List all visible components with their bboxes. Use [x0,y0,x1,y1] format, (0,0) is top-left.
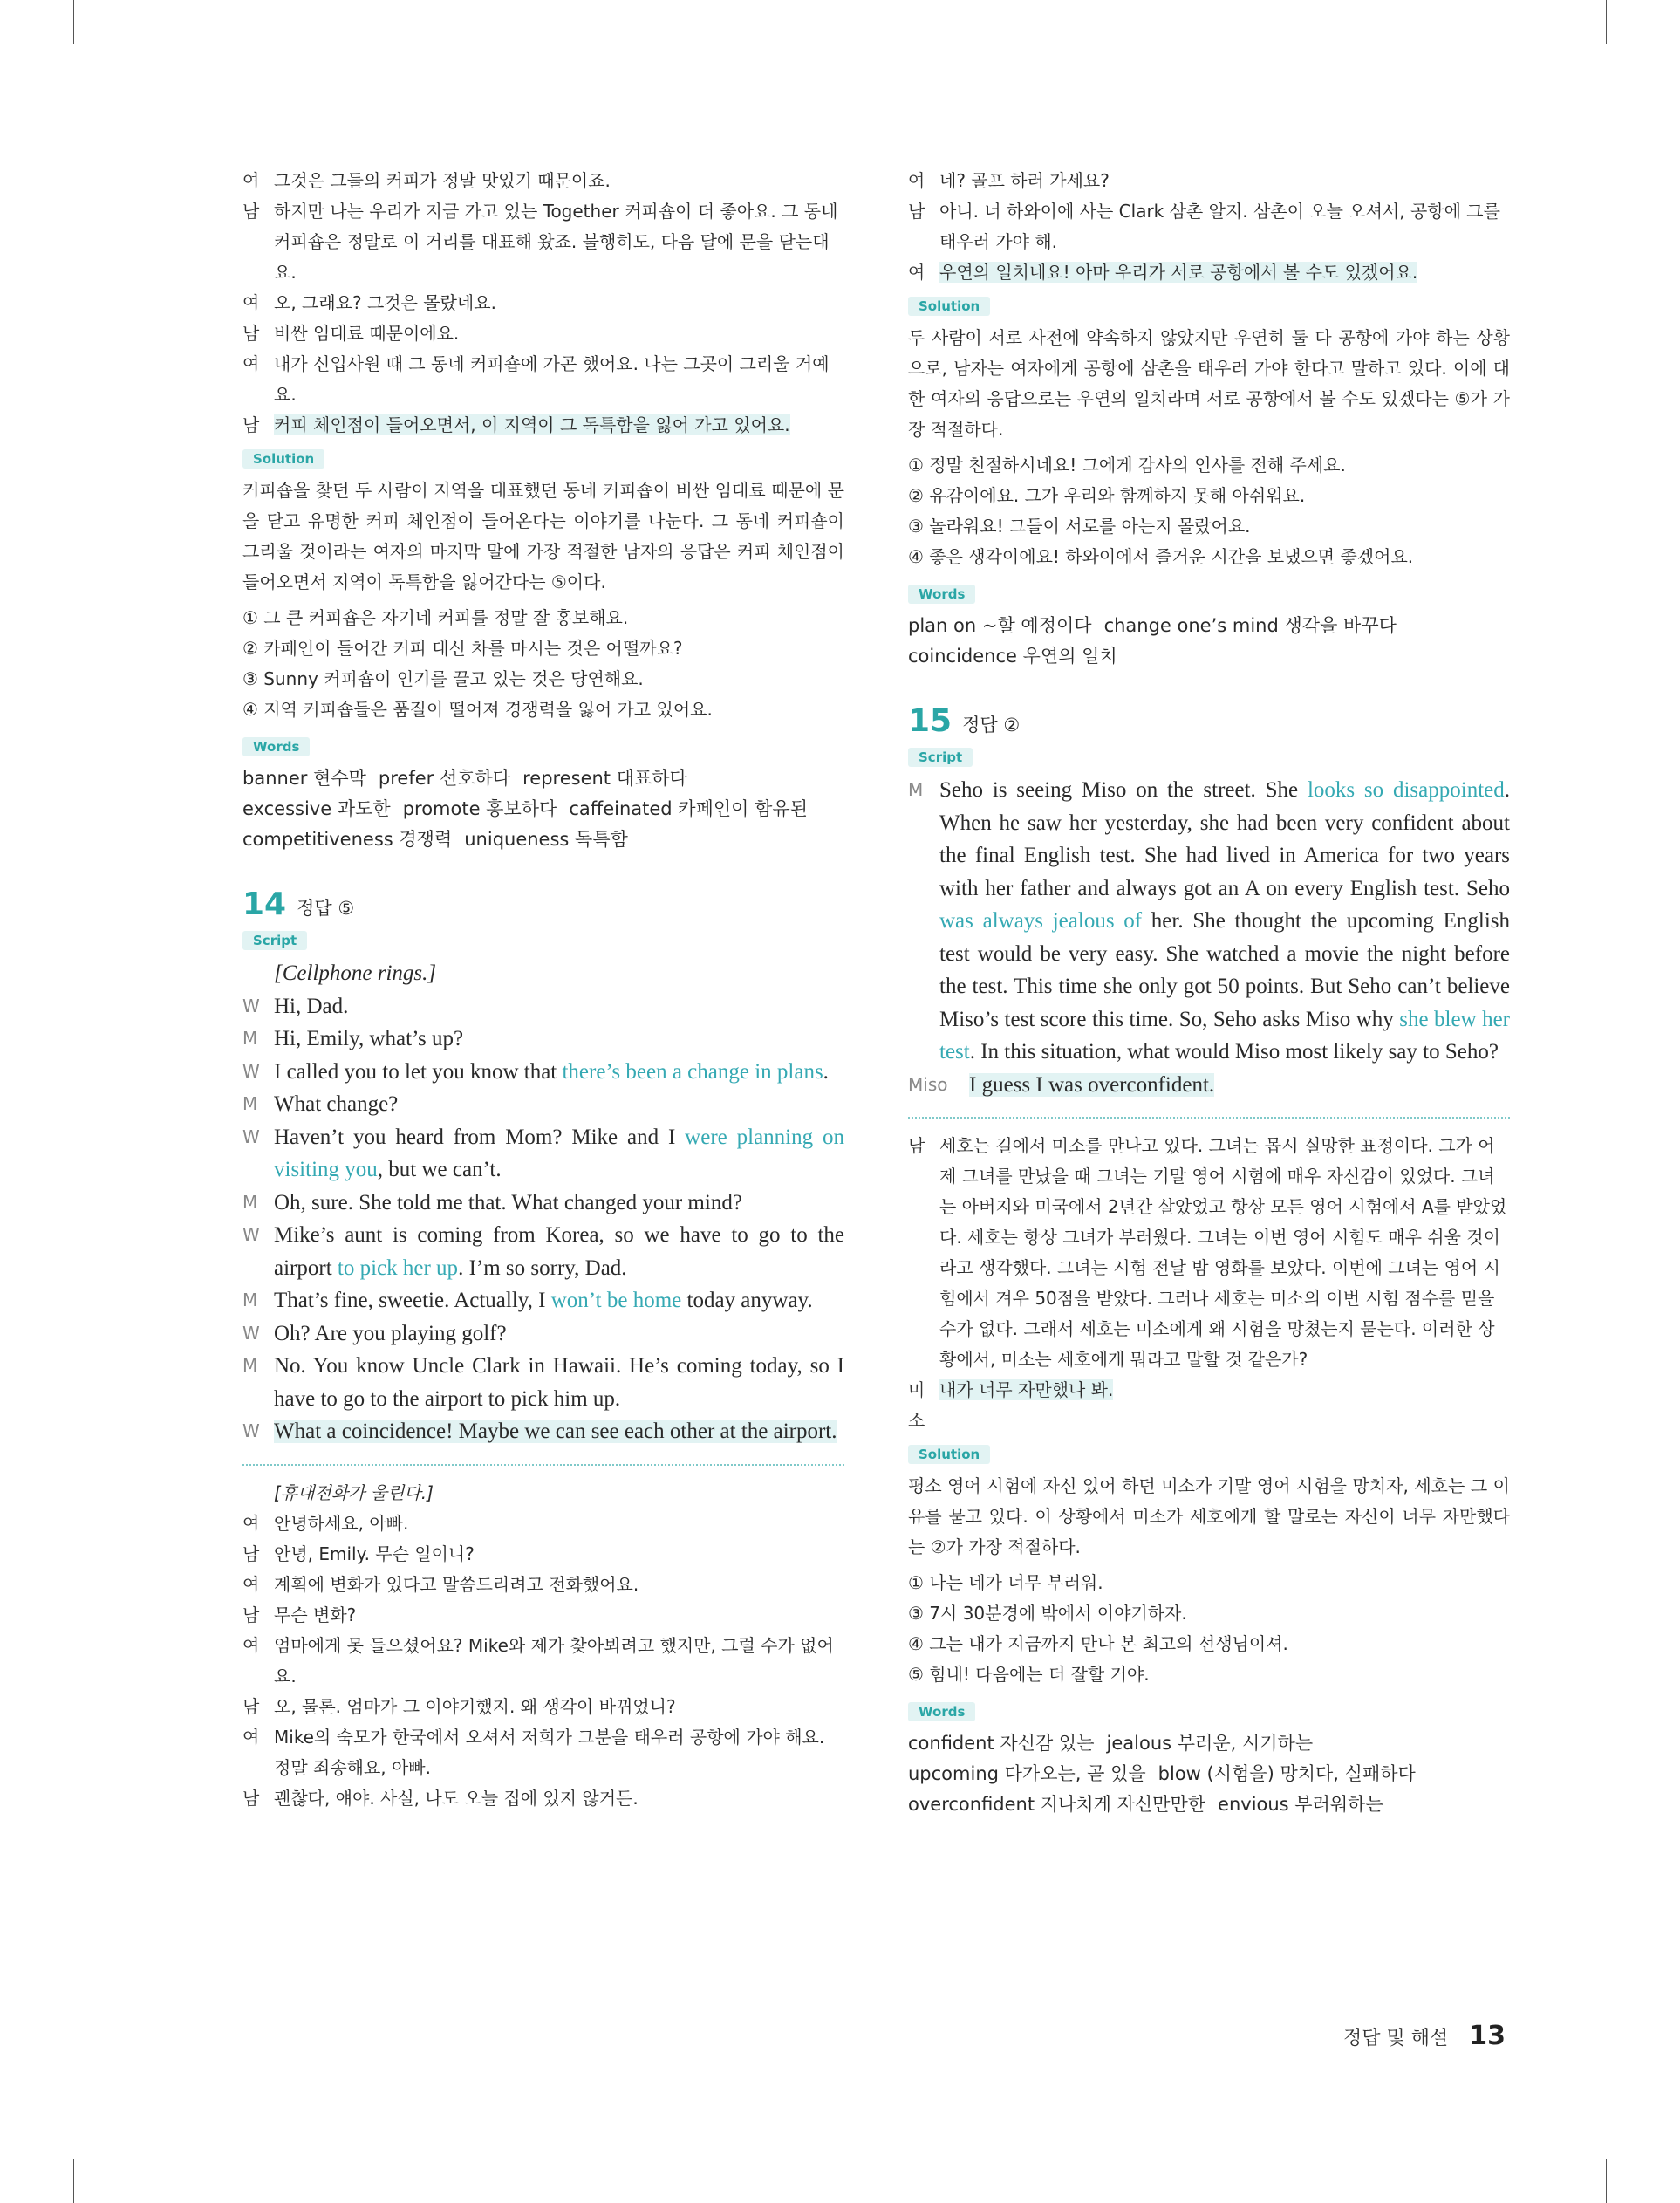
dialog-text [274,1600,844,1631]
speaker-label: M [242,1355,258,1376]
dialog-text [939,166,1510,196]
dialog-line [242,1631,844,1692]
dialog-text [274,196,844,288]
vocabulary-list [908,611,1510,672]
script-text [274,1023,844,1056]
vocab-item: upcoming 다가오는, 곧 있을 [908,1763,1146,1784]
solution-text: 평소 영어 시험에 자신 있어 하던 미소가 기말 영어 시험을 망치자, 세호는 그 이유를 묻고 있다. 이 상황에서 미소가 세호에게 할 말로는 자신이 너무 자만했다는 ②가 가장 적절하다. [908,1475,1510,1557]
words-badge: Words [242,737,310,756]
speaker-label: 여 [242,353,260,374]
script-fragment: . [823,1059,829,1084]
option-item: ④ 그는 내가 지금까지 만나 본 최고의 선생님이셔. [908,1633,1288,1654]
dialog-line [908,1131,1510,1375]
right-column [908,166,1510,1820]
dialog-line [242,1722,844,1783]
script-text [274,1187,844,1220]
vocab-row [242,824,844,855]
script-text [274,990,844,1023]
script-fragment: [Cellphone rings.] [274,961,437,985]
vocab-item: banner 현수막 [242,768,366,789]
english-script [908,774,1510,1101]
speaker-label: M [242,1290,258,1310]
script-text [274,957,844,990]
dialog-text [274,349,844,410]
script-fragment: looks so disappointed [1307,778,1505,802]
option-item: ② 유감이에요. 그가 우리와 함께하지 못해 아쉬워요. [908,485,1306,506]
speaker-label: 여 [242,1726,260,1748]
page-number: 13 [1469,2021,1506,2051]
dialog-line [242,166,844,196]
script-text [274,1219,844,1284]
crop-mark [73,0,74,44]
vocab-item: caffeinated 카페인이 함유된 [569,798,808,819]
script-line [242,1415,844,1448]
vocab-item: plan on ~할 예정이다 [908,615,1092,636]
script-line [242,1284,844,1317]
vocab-item: competitiveness 경쟁력 [242,829,453,850]
vocab-row [908,1789,1510,1820]
script-text [969,1069,1510,1102]
dialog-text [274,166,844,196]
line-text: 커피 체인점이 들어오면서, 이 지역이 그 독특함을 잃어 가고 있어요. [274,414,790,435]
speaker-label: 남 [908,201,925,222]
vocab-item: jealous 부러운, 시기하는 [1106,1733,1314,1754]
option-item: ④ 지역 커피숍들은 품질이 떨어져 경쟁력을 잃어 가고 있어요. [242,699,713,720]
vocab-row [908,641,1510,672]
script-text [274,1284,844,1317]
vocab-item: overconfident 지나치게 자신만만한 [908,1794,1206,1815]
dialog-text [274,410,844,441]
dialog-text [274,318,844,349]
line-text: 우연의 일치네요! 아마 우리가 서로 공항에서 볼 수도 있겠어요. [939,262,1418,283]
solution-text: 두 사람이 서로 사전에 약속하지 않았지만 우연히 둘 다 공항에 가야 하는 상황으로, 남자는 여자에게 공항에 삼촌을 태우러 가야 한다고 말하고 있다. 이에 대한 여자의 응답으로는 우연의 일치라며 서로 공항에서 볼 수도 있겠다는 ⑤가 가장 적절하다. [908,327,1510,440]
dialog-line [242,1692,844,1722]
script-fragment: Seho is seeing Miso on the street. She [939,778,1308,802]
dialog-text [939,257,1510,288]
script-fragment: Oh, sure. She told me that. What changed your mind? [274,1190,742,1214]
script-fragment: . In this situation, what would Miso most likely say to Seho? [969,1040,1499,1064]
vocab-item: uniqueness 독특함 [464,829,628,850]
script-line [242,1088,844,1121]
speaker-label: W [242,1322,260,1344]
words-badge: Words [908,1702,975,1721]
vocab-item: change one’s mind 생각을 바꾸다 [1103,615,1397,636]
script-fragment: What a coincidence! Maybe we can see each other at the airport. [274,1420,837,1443]
line-text: Mike의 숙모가 한국에서 오셔서 저희가 그분을 태우러 공항에 가야 해요. 정말 죄송해요, 아빠. [274,1726,825,1778]
script-fragment: Haven’t you heard from Mom? Mike and I [274,1125,686,1149]
script-fragment: Mike’s aunt is coming from Korea, so we have to go to the airport [274,1223,844,1280]
question-number: 15 [908,703,953,739]
crop-mark [1606,0,1607,44]
speaker-label: W [242,995,260,1016]
speaker-label: W [242,1224,260,1245]
dialog-line [242,349,844,410]
speaker-label: 남 [242,1604,260,1625]
vocab-item: confident 자신감 있는 [908,1733,1095,1754]
script-fragment: there’s been a change in plans [562,1059,823,1084]
option-item: ① 나는 네가 너무 부러워. [908,1572,1103,1593]
script-text [939,774,1510,1069]
answer-label: 정답 ⑤ [297,898,355,919]
script-line [242,1121,844,1187]
script-fragment: Hi, Emily, what’s up? [274,1027,464,1050]
dialog-text [274,1478,844,1509]
option-item: ⑤ 힘내! 다음에는 더 잘할 거야. [908,1664,1150,1685]
option-item: ④ 좋은 생각이에요! 하와이에서 즐거운 시간을 보냈으면 좋겠어요. [908,546,1414,567]
dialog-line [242,318,844,349]
dialog-line [242,1783,844,1814]
speaker-label: Miso [908,1073,948,1095]
script-fragment: she blew her test [939,1007,1511,1064]
crop-mark [73,2159,74,2203]
script-fragment: . When he saw her yesterday, she had been very confident about the final English test. She had lived in America for two years with her father and always got an A on every English test. Seho [939,778,1510,900]
vocab-row [908,1759,1510,1789]
vocab-item: blow (시험을) 망치다, 실패하다 [1158,1763,1416,1784]
dialog-line [242,410,844,441]
option-item: ③ 7시 30분경에 밖에서 이야기하자. [908,1603,1187,1624]
speaker-label: M [908,779,924,800]
line-text: 세호는 길에서 미소를 만나고 있다. 그녀는 몹시 실망한 표정이다. 그가 어제 그녀를 만났을 때 그녀는 기말 영어 시험에 매우 자신감이 있었다. 그녀는 아버지와 미국에서 2년간 살았었고 항상 모든 영어 시험에서 A를 받았었다. 세호는 항상 그녀가 부러웠다. 그녀는 이번 영어 시험도 매우 쉬울 것이라고 생각했다. 그녀는 시험 전날 밤 영화를 보았다. 이번에 그녀는 영어 시험에서 겨우 50점을 받았다. 그러나 세호는 미소의 이번 시험 점수를 믿을 수가 없다. 그래서 세호는 미소에게 왜 시험을 망쳤는지 묻는다. 이러한 상황에서, 미소는 세호에게 뭐라고 말할 것 같은가? [939,1135,1507,1370]
script-line [242,1350,844,1415]
speaker-label: W [242,1060,260,1082]
script-fragment: What change? [274,1092,399,1116]
words-badge: Words [908,585,975,604]
speaker-label: 여 [242,292,260,313]
page-footer [1343,2021,1506,2051]
dialog-line [908,196,1510,257]
answer-options [908,1568,1510,1690]
speaker-label: M [242,1191,258,1213]
dialog-text [274,1722,844,1783]
script-fragment: That’s fine, sweetie. Actually, I [274,1289,551,1312]
script-badge: Script [908,748,973,767]
script-fragment: won’t be home [550,1289,682,1312]
script-line [908,774,1510,1069]
vocab-item: represent 대표하다 [522,768,687,789]
korean-dialog [242,166,844,441]
answer-options [242,603,844,725]
speaker-label: 여 [908,170,925,191]
korean-translation [242,1478,844,1814]
speaker-label: M [242,1028,258,1049]
dialog-text [274,1539,844,1570]
vocab-item: coincidence 우연의 일치 [908,646,1117,667]
dialog-text [939,1131,1510,1375]
answer-options [908,450,1510,572]
script-text [274,1056,844,1089]
question-header [908,703,1510,739]
script-fragment: No. You know Uncle Clark in Hawaii. He’s coming today, so I have to go to the airport to pick him up. [274,1354,844,1411]
question-header [242,886,844,922]
speaker-label: W [242,1420,260,1441]
dialog-line [242,1570,844,1600]
vocab-row [908,1728,1510,1759]
script-text [274,1350,844,1415]
script-text [274,1317,844,1351]
line-text: 엄마에게 못 들으셨어요? Mike와 제가 찾아뵈려고 했지만, 그럴 수가 없어요. [274,1634,834,1686]
speaker-label: 여 [242,170,260,191]
question-number: 14 [242,886,287,922]
solution-badge: Solution [908,297,990,316]
solution-badge: Solution [908,1445,990,1464]
script-line [242,1317,844,1351]
vocab-row [242,794,844,824]
line-text: 계획에 변화가 있다고 말씀드리려고 전화했어요. [274,1573,639,1595]
script-badge: Script [242,931,307,950]
speaker-label [242,957,274,990]
script-line [242,957,844,990]
line-text: 안녕하세요, 아빠. [274,1512,409,1534]
speaker-label: 여 [242,1573,260,1595]
script-fragment: I called you to let you know that [274,1059,563,1084]
dialog-line [908,166,1510,196]
speaker-label: 남 [242,414,260,435]
vocab-item: promote 홍보하다 [402,798,557,819]
script-fragment: Oh? Are you playing golf? [274,1321,507,1345]
speaker-label: W [242,1125,260,1147]
line-text: 오, 그래요? 그것은 몰랐네요. [274,292,496,313]
line-text: 하지만 나는 우리가 지금 가고 있는 Together 커피숍이 더 좋아요. 그 동네 커피숍은 정말로 이 거리를 대표해 왔죠. 불행히도, 다음 달에 문을 닫는대요. [274,201,838,283]
dialog-text [939,1375,1510,1436]
option-item: ① 그 큰 커피숍은 자기네 커피를 정말 잘 홍보해요. [242,607,629,628]
dialog-line [242,1539,844,1570]
dialog-line [242,288,844,318]
speaker-label [242,1478,274,1509]
script-line [242,1219,844,1284]
dialog-line [242,1600,844,1631]
line-text: 내가 신입사원 때 그 동네 커피숍에 가곤 했어요. 나는 그곳이 그리울 거예요. [274,353,830,405]
vocab-row [908,611,1510,641]
solution-text: 커피숍을 찾던 두 사람이 지역을 대표했던 동네 커피숍이 비싼 임대료 때문에 문을 닫고 유명한 커피 체인점이 들어온다는 이야기를 나눈다. 그 동네 커피숍이 그리울 것이라는 여자의 마지막 말에 가장 적절한 남자의 응답은 커피 체인점이 들어오면서 지역이 독특함을 잃어간다는 ⑤이다. [242,480,844,592]
line-text: 아니. 너 하와이에 사는 Clark 삼촌 알지. 삼촌이 오늘 오셔서, 공항에 그를 태우러 가야 해. [939,201,1500,252]
vocabulary-list [242,763,844,855]
line-text: 그것은 그들의 커피가 정말 맛있기 때문이죠. [274,170,611,191]
dialog-line [908,257,1510,288]
script-fragment: her. She thought the upcoming English test would be very easy. She watched a movie the night before the test. This time she only got 50 points. But Seho can’t believe Miso’s test score this time. So, Seho asks Miso why [939,909,1510,1031]
line-text: 네? 골프 하러 가세요? [939,170,1110,191]
line-text: 괜찮다, 얘야. 사실, 나도 오늘 집에 있지 않거든. [274,1787,639,1809]
solution-badge: Solution [242,449,324,469]
speaker-label: 여 [242,1512,260,1534]
dialog-line [242,1478,844,1509]
vocab-row [242,763,844,794]
script-fragment: . I’m so sorry, Dad. [458,1255,627,1280]
script-line [242,1056,844,1089]
script-fragment: to pick her up [337,1255,459,1280]
option-item: ③ 놀라워요! 그들이 서로를 아는지 몰랐어요. [908,516,1251,537]
answer-label: 정답 ② [962,715,1021,735]
script-fragment: were planning on visiting you [274,1125,844,1181]
speaker-label: 남 [242,1695,260,1717]
vocab-item: envious 부러워하는 [1218,1794,1383,1815]
script-fragment: today anyway. [681,1289,813,1312]
speaker-label: 남 [242,1543,260,1564]
korean-dialog [908,166,1510,288]
line-text: 오, 물론. 엄마가 그 이야기했지. 왜 생각이 바뀌었니? [274,1695,676,1717]
dialog-text [274,288,844,318]
script-fragment: I guess I was overconfident. [969,1072,1215,1097]
footer-label: 정답 및 해설 [1343,2028,1449,2049]
crop-mark [1606,2159,1607,2203]
dialog-line [908,1375,1510,1436]
script-line [242,1187,844,1220]
dotted-divider [908,1117,1510,1119]
vocabulary-list [908,1728,1510,1820]
vocab-item: prefer 선호하다 [378,768,511,789]
option-item: ② 카페인이 들어간 커피 대신 차를 마시는 것은 어떨까요? [242,638,683,659]
script-line [242,1023,844,1056]
speaker-label: 남 [242,201,260,222]
line-text: 안녕, Emily. 무슨 일이니? [274,1543,475,1564]
dialog-text [274,1509,844,1539]
script-fragment: , but we can’t. [377,1158,502,1181]
option-item: ① 정말 친절하시네요! 그에게 감사의 인사를 전해 주세요. [908,455,1346,475]
script-text [274,1415,844,1448]
speaker-label: 남 [908,1135,925,1156]
dotted-divider [242,1464,844,1466]
line-text: 내가 너무 자만했나 봐. [939,1379,1114,1400]
speaker-label: M [242,1093,258,1114]
dialog-text [274,1692,844,1722]
english-script [242,957,844,1448]
line-text: 무슨 변화? [274,1604,357,1625]
script-fragment: was always jealous of [939,909,1143,933]
korean-translation [908,1131,1510,1436]
vocab-item: excessive 과도한 [242,798,391,819]
dialog-text [939,196,1510,257]
script-text [274,1088,844,1121]
script-text [274,1121,844,1187]
speaker-label: 여 [908,262,925,283]
script-line [908,1069,1510,1102]
speaker-label: 남 [242,1787,260,1809]
line-text: [휴대전화가 울린다.] [274,1481,434,1503]
speaker-label: 남 [242,323,260,344]
dialog-line [242,196,844,288]
speaker-label: 미소 [908,1379,925,1431]
dialog-line [242,1509,844,1539]
dialog-text [274,1783,844,1814]
line-text: 비싼 임대료 때문이에요. [274,323,460,344]
speaker-label: 여 [242,1634,260,1656]
option-item: ③ Sunny 커피숍이 인기를 끌고 있는 것은 당연해요. [242,668,644,689]
left-column [242,166,844,1814]
dialog-text [274,1631,844,1692]
dialog-text [274,1570,844,1600]
script-fragment: Hi, Dad. [274,994,349,1018]
script-line [242,990,844,1023]
